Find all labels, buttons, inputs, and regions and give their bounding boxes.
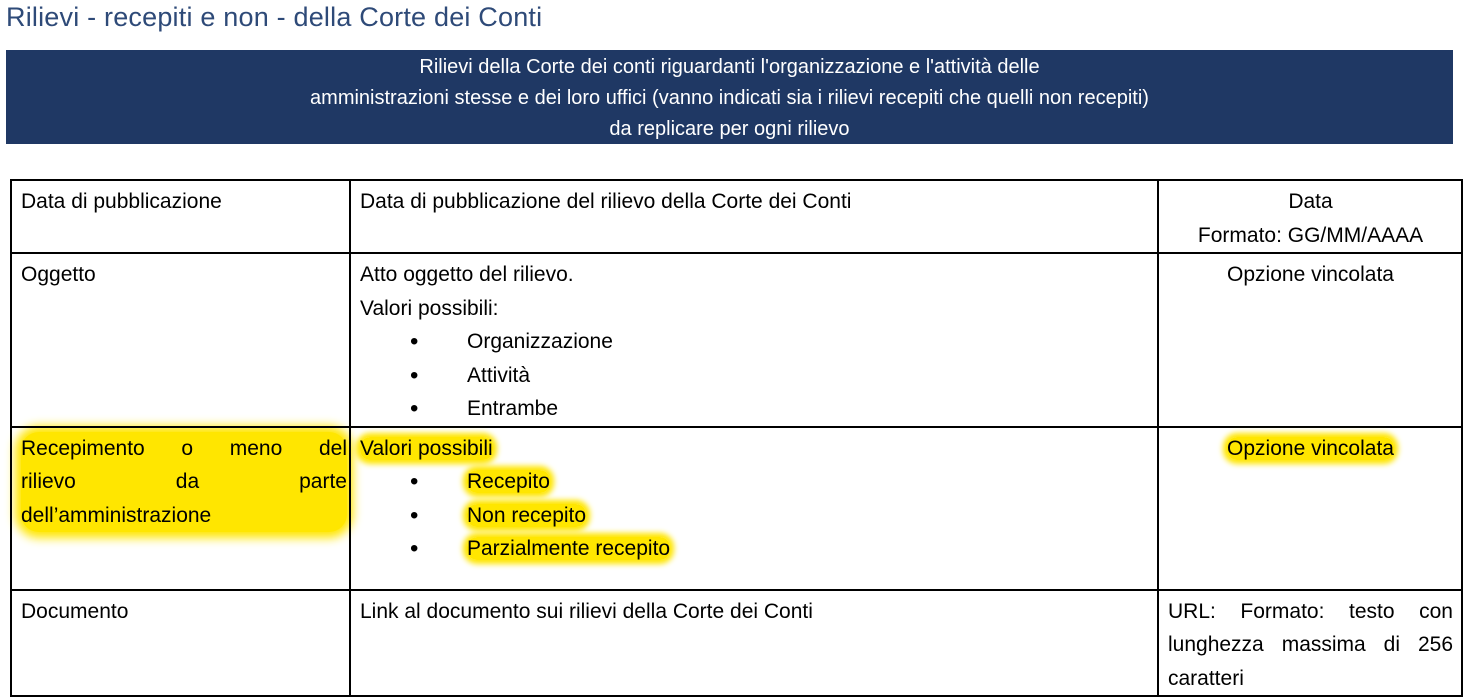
- page-title: Rilievi - recepiti e non - della Corte dei Conti: [6, 2, 543, 32]
- format-cell: [1158, 427, 1462, 590]
- options-list: [360, 465, 1149, 566]
- field-description: Data di pubblicazione del rilievo della Corte dei Conti: [360, 190, 852, 213]
- format-text: URL: Formato: testo con: [1168, 599, 1453, 623]
- option-label: Recepito: [467, 470, 550, 493]
- format-text: Formato: GG/MM/AAAA: [1197, 223, 1424, 247]
- format-text: Opzione vincolata: [1227, 263, 1394, 286]
- list-item: • Organizzazione: [360, 325, 1149, 359]
- table-row: [11, 180, 1462, 253]
- field-name-cell: [11, 590, 350, 697]
- format-cell: [1158, 253, 1462, 427]
- list-item: [360, 532, 1149, 566]
- format-text-block: [1168, 595, 1453, 696]
- format-text: Data: [1288, 190, 1333, 213]
- field-name: Documento: [21, 599, 129, 623]
- field-name-cell: [11, 180, 350, 253]
- fields-table: [10, 179, 1463, 697]
- banner-line: amministrazioni stesse e dei loro uffici (vanno indicati sia i rilievi recepiti che quelli non recepiti): [310, 87, 1149, 109]
- table-row: [11, 427, 1462, 590]
- banner-line: da replicare per ogni rilievo: [609, 118, 850, 140]
- highlight-mark: [21, 432, 347, 533]
- field-name: rilievo da parte: [21, 470, 347, 493]
- description-cell: [350, 427, 1158, 590]
- option-label: Parzialmente recepito: [467, 537, 671, 560]
- list-item: • Attività: [360, 359, 1149, 393]
- list-item: [360, 465, 1149, 499]
- format-text: caratteri: [1168, 666, 1244, 690]
- format-cell: [1158, 180, 1462, 253]
- field-name: Data di pubblicazione: [21, 190, 222, 213]
- format-text: Opzione vincolata: [1227, 436, 1394, 460]
- banner-line: Rilievi della Corte dei conti riguardanti l'organizzazione e l'attività delle: [419, 56, 1040, 78]
- table-row: [11, 253, 1462, 427]
- description-cell: [350, 180, 1158, 253]
- field-name-cell: [11, 253, 350, 427]
- field-name-cell: [11, 427, 350, 590]
- field-description: Valori possibili:: [360, 296, 499, 320]
- table-row: [11, 590, 1462, 697]
- option-label: Non recepito: [467, 503, 587, 527]
- list-item: [360, 499, 1149, 533]
- field-description: Link al documento sui rilievi della Corte dei Conti: [360, 599, 813, 623]
- description-cell: [350, 253, 1158, 427]
- field-name: Oggetto: [21, 263, 96, 286]
- field-description: Atto oggetto del rilievo.: [360, 263, 574, 286]
- options-list: [360, 325, 1149, 426]
- format-text: lunghezza massima di 256: [1168, 633, 1453, 656]
- format-cell: [1158, 590, 1462, 697]
- description-cell: [350, 590, 1158, 697]
- field-description: Valori possibili: [360, 436, 493, 460]
- section-banner: [6, 50, 1453, 144]
- field-name: Recepimento o meno del: [21, 436, 347, 460]
- list-item: • Entrambe: [360, 392, 1149, 426]
- field-name: dell’amministrazione: [21, 503, 212, 527]
